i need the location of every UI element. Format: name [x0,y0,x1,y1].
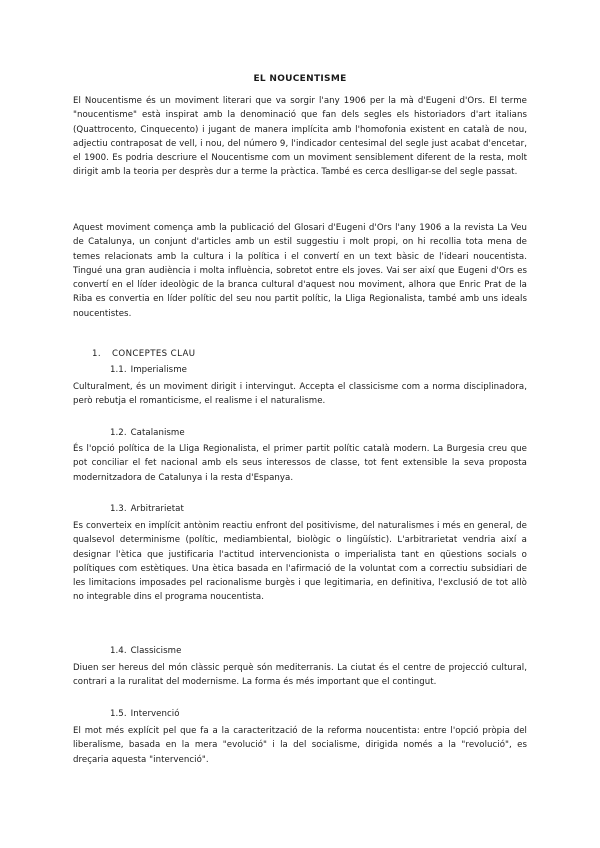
document-title: EL NOUCENTISME [253,74,347,84]
subsection-heading-classicisme [110,646,181,656]
intro-paragraph [73,94,527,180]
section-number: 1. [92,349,101,359]
subsection-heading-catalanisme [110,428,185,438]
subsection-body-classicisme [73,661,527,690]
second-paragraph-text: Aquest moviment comença amb la publicació del Glosari d'Eugeni d'Ors l'any 1906 a la revista La Veu de Catalunya, un conjunt d'articles amb un estil suggestiu i molt propi, on hi recollia tota mena de temes relacionats amb la cultura i la política i el convertí en un text bàsic de l'ideari noucentista. Tingué una gran audiència i molta influència, sobretot entre els joves. Vai ser així que Eugeni d'Ors es convertí en el líder ideològic de la branca cultural d'aquest nou moviment, alhora que Enric Prat de la Riba es convertia en líder polític del seu nou partit polític, la Lliga Regionalista, també amb uns ideals noucentistes. [73,223,527,319]
subsection-label: Intervenció [130,709,180,719]
subsection-label: Classicisme [130,646,182,656]
section-heading [92,349,195,359]
subsection-body-text: Diuen ser hereus del món clàssic perquè són mediterranis. La ciutat és el centre de projecció cultural, contrari a la ruralitat del modernisme. La forma és més important que el contingut. [73,663,527,688]
subsection-body-text: És l'opció política de la Lliga Regionalista, el primer partit polític català modern. La Burgesia creu que pot conciliar el fet nacional amb els seus interessos de classe, tot fent extensible la seva proposta modernitzadora de Catalunya i la resta d'Espanya. [73,444,527,483]
subsection-heading-arbitrarietat [110,504,184,514]
subsection-body-intervencio [73,724,527,767]
subsection-heading-imperialisme [110,365,187,375]
subsection-body-catalanisme [73,442,527,485]
intro-paragraph-text: El Noucentisme és un moviment literari que va sorgir l'any 1906 per la mà d'Eugeni d'Ors. El terme "noucentisme" està inspirat amb la denominació que fan dels segles els historiadors d'art italians (Quattrocento, Cinquecento) i jugant de manera implícita amb l'homofonia existent en català de nou, adjectiu contraposat de vell, i nou, del número 9, l'indicador centesimal del segle just acabat d'encetar, el 1900. Es podria descriure el Noucentisme com un moviment sensiblement diferent de la resta, molt dirigit amb la teoria per desprès dur a terme la pràctica. També es cerca deslligar-se del segle passat. [73,96,527,178]
subsection-body-text: Es converteix en implícit antònim reactiu enfront del positivisme, del naturalismes i més en general, de qualsevol determinisme (polític, mediambiental, biològic o lingüístic). L'arbitrarietat vendria així a designar l'ètica que justificaria l'actitud intervencionista o imperialista tant en qüestions socials o polítiques com estètiques. Una ètica basada en l'afirmació de la voluntat com a correctiu subsidiari de les limitacions imposades pel racionalisme burgès i que legitimaria, en definitiva, l'exclusió de tot allò no integrable dins el programa noucentista. [73,521,527,603]
second-paragraph [73,221,527,321]
subsection-label: Catalanisme [130,428,185,438]
subsection-label: Arbitrarietat [130,504,184,514]
subsection-body-imperialisme [73,380,527,409]
subsection-number: 1.5. [110,709,127,719]
section-label: CONCEPTES CLAU [112,349,196,359]
subsection-body-arbitrarietat [73,519,527,605]
subsection-number: 1.2. [110,428,127,438]
subsection-body-text: El mot més explícit pel que fa a la caracterització de la reforma noucentista: entre l'opció pròpia del liberalisme, basada en la mera "evolució" i la del socialisme, dirigida només a la "revolució", es dreçaria aquesta "intervenció". [73,726,527,765]
subsection-heading-intervencio [110,709,180,719]
subsection-number: 1.1. [110,365,127,375]
subsection-label: Imperialisme [130,365,187,375]
subsection-number: 1.3. [110,504,127,514]
subsection-body-text: Culturalment, és un moviment dirigit i intervingut. Accepta el classicisme com a norma disciplinadora, però rebutja el romanticisme, el realisme i el naturalisme. [73,382,527,407]
subsection-number: 1.4. [110,646,127,656]
